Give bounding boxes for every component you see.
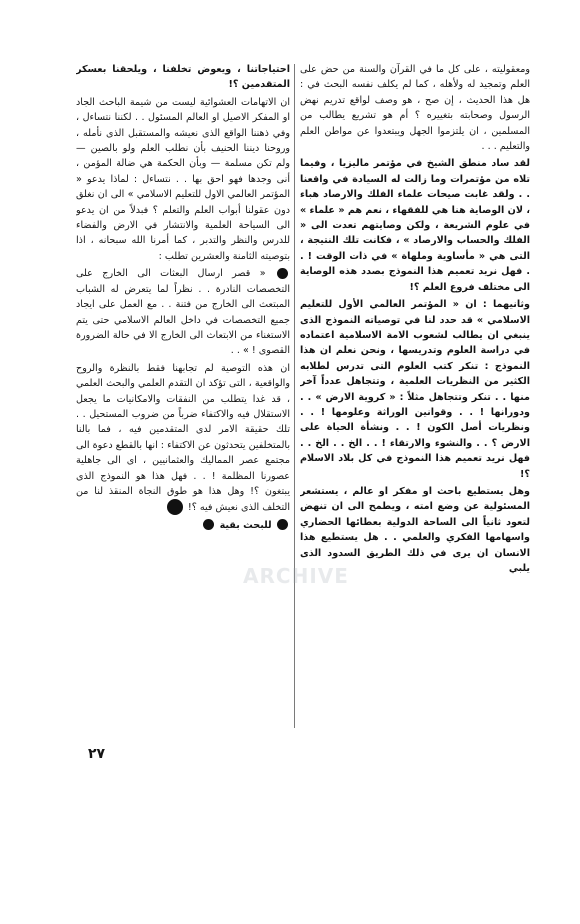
- right-paragraph-2: لقد ساد منطق الشيخ في مؤتمر ماليزيا ، وفيما تلاه من مؤتمرات وما زالت له السيادة في واقعنا . . ولقد غابت صيحات علماء الفلك والارصاد هباء ، لان الوصاية هنا هي للفقهاء ، نعم هم « علماء » في علوم الشريعة ، ولكن وصايتهم تعدت الى « الفلك والحساب والارصاد » ، فكانت تلك النتيجة ، التى هي « مأساوية وملهاة » في ذات الوقت ! . . فهل نريد تعميم هذا النموذج بصدد هذه الوصاية الى مختلف فروع العلم ؟!: [300, 158, 530, 293]
- bullet-large-icon: [167, 499, 183, 515]
- right-paragraph-4: وهل يستطيع باحث او مفكر او عالم ، يستشعر المسئولية عن وضع امته ، ويطمح الى ان تنهض لتعود ثانياً الى الساحة الدولية بعطائها الحضاري واسهامها الفكري والعلمي . . هل يستطيع هذا الانسان ان يرى في ذلك الطريق السدود الذى يلبي: [300, 485, 530, 574]
- continued-text: للبحث بقية: [219, 519, 272, 531]
- bullet-icon: [277, 268, 288, 279]
- left-column: [76, 62, 290, 728]
- left-paragraph-1: احتياجاتنا ، ويعوض تخلفنا ، ويلحقنا بعسكر المتقدمين ؟!: [76, 64, 290, 91]
- left-paragraph-quote: [76, 266, 290, 358]
- left-paragraph-4: [76, 361, 290, 516]
- left-paragraph-4-text: ان هذه التوصية لم تجابهنا فقط بالنظرة والروح والواقعية ، التى تؤكد ان التقدم العلمي والبحث العلمي ، قد غدا يتطلب من النفقات والامكانيات ما يجعل الاستقلال فيه والاكتفاء ضرباً من ضروب المستحيل . . تلك حقيقة الامر لدى المتقدمين فيه ، فما بالنا بالمتخلفين يتحدثون عن الاكتفاء : انها بالقطع دعوة الى مجتمع عصر المماليك والعثمانيين ، اى الى جاهلية عصورنا المظلمة ! . . فهل هذا هو النموذج الذى يبتغون ؟! وهل هذا هو طوق النجاة المنقذ لنا من التخلف الذى نعيش فيه ؟!: [76, 362, 290, 514]
- quote-text: « قصر ارسال البعثات الى الخارج على التخصصات النادرة . . نظراً لما يتعرض له الشباب المبتعث الى الخارج من فتنة . . مع العمل على ايجاد جميع التخصصات في داخل العالم الاسلامي حتى يتم الاستغناء من الابتعاث الى الخارج الا في حالة الضرورة القصوى ! » . .: [76, 268, 290, 357]
- right-paragraph-1: ومعقوليته ، على كل ما في القرآن والسنة من حض على العلم وتمجيد له ولأهله ، كما لم يكلف نفسه البحث في : هل هذا الحديث ، إن صح ، هو وصف لواقع تدريم نهض الرسول وصحابته بتغييره ؟ أم هو تشريع يطالب من المسلمين ، ان يلتزموا الجهل ويبتعدوا عن مواطن العلم والتعليم . . .: [300, 64, 530, 153]
- watermark-text: ARCHIVE: [243, 564, 349, 588]
- right-paragraph-3: وثانيهما : ان « المؤتمر العالمي الأول للتعليم الاسلامي » قد حدد لنا في توصياته النموذج الذى ينبغي ان يطالب لشعوب الامة الاسلامية اعتماده في دراسة العلوم وتدريسها ، ونحن نعلم ان هذا النموذج : تنكر كتب العلوم التى تدرس لطلابه الكثير من النظريات العلمية ، وتتجاهل عدداً آخر منها . . تنكر وتتجاهل مثلاً : « كروية الارض » . . ودورانها ! . . وقوانين الوراثة وعلومها ! . . ونظريات أصل الكون ! . . ونشأة الحياة على الارض ؟ . . والنشوء والارتقاء ! . . الخ . . الخ . . فهل نريد تعميم هذا النموذج في كل بلاد الاسلام ؟!: [300, 299, 530, 480]
- right-column: [300, 62, 530, 728]
- left-paragraph-2: ان الاتهامات العشوائية ليست من شيمة الباحث الجاد او المفكر الاصيل او العالم المسئول . . لكننا نتساءل ، وفي ذهننا الواقع الذى نعيشه والمستقبل الذى نأمله ، وروحنا ديننا الحنيف بأن نطلب العلم ولو بالصين — ولم تكن مسلمة — وبأن الحكمة هي ضالة المؤمن ، أنى وجدها فهو احق بها . . نتساءل : لماذا يدعو « المؤتمر العالمي الاول للتعليم الاسلامي » الى ان نغلق دون عقولنا أبواب العلم والتعلم ؟ فبدلاً من ان يدعو الى السياحة العلمية والانتشار في الارض والفضاء للدرس والنظر والتدبر ، كما أمرنا الله سبحانه ، اذا بتوصيته الثامنة والعشرين تطلب :: [76, 96, 290, 262]
- page-number: ٢٧: [88, 746, 106, 762]
- bullet-icon: [277, 519, 288, 530]
- column-divider: [294, 64, 295, 728]
- watermark-logo: [226, 548, 366, 604]
- continued-note: [76, 518, 290, 533]
- bullet-icon: [203, 519, 214, 530]
